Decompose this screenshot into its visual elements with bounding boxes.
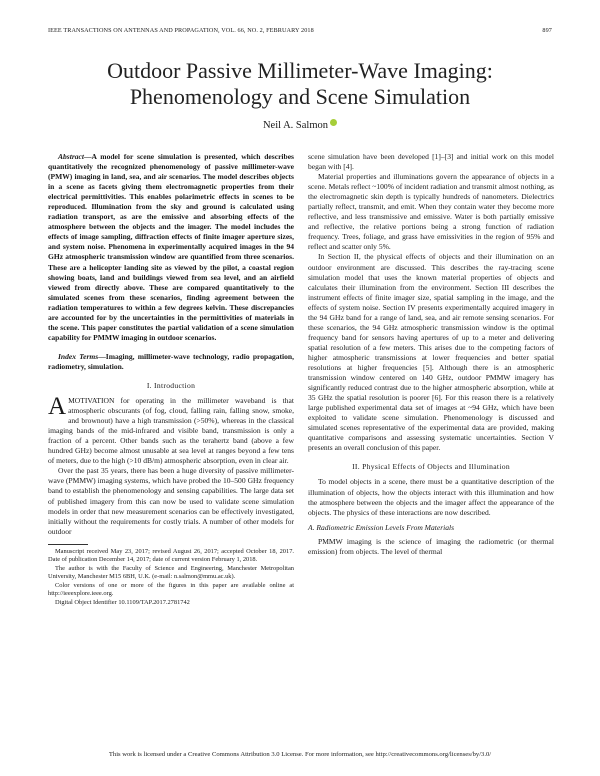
author-line [0,119,600,131]
page-number: 897 [542,27,552,34]
subsection-a-heading: A. Radiometric Emission Levels From Materials [308,522,455,532]
orcid-icon[interactable] [330,119,337,126]
model-paragraph: To model objects in a scene, there must be a quantitative description of the illumination of objects, how the objects interact with this illumination and how the atmosphere between the objects and the imager affect the appearance of the objects. The physics of these interactions are now described. [308,477,554,517]
paper-title [40,58,560,110]
abstract [48,152,294,343]
abstract-text: —A model for scene simulation is presented, which describes quantitatively the recognized phenomenology of passive millimeter-wave (PMW) imaging in land, sea, and air scenarios. The model describes objects in a scene as facets giving them electromagnetic properties from their electrical permittivities. This enables polarimetric effects in scenes to be reproduced. Illumination from the sky and ground is calculated using radiation transport, as are the emissive and absorbing effects of the atmosphere between the objects and the imager. The model includes the effects of image sampling, diffraction effects of finite imager aperture sizes, and system noise. Phenomena in experimentally acquired images in the 94 GHz atmospheric transmission window are quantified from three scenarios. These are a helicopter landing site as viewed by the pilot, a coastal region showing boats, land and buildings viewed from sea level, and an airfield viewed from directly above. These are compared quantitatively to the simulated scenes from these scenarios, finding agreement between the radiation temperatures to within a few degrees kelvin. These discrepancies are accounted for by the uncertainties in the permittivities of materials in the scene. This paper constitutes the partial validation of a scene simulation capability for PMMW imaging in outdoor scenarios. [48,152,294,342]
index-terms [48,352,294,372]
sections-paragraph: In Section II, the physical effects of objects and their illumination on an outdoor environment are discussed. This describes the ray-tracing scene simulation model that uses the known material properties of objects and calculates their illumination from the environment. Section III describes the instrument effects of finite imager size, spatial sampling in the image, and the effects of system noise. Section IV presents experimentally acquired imagery in the 94 GHz band for a range of land, sea, and air remote sensing scenarios. For these scenarios, the 94 GHz atmospheric transmission window is the optimal frequency band for sensors having apertures of up to a meter and delivering spatial resolution of a few meters. This arises due to the competing factors of higher atmospheric transmissions at lower frequencies and better spatial resolutions at higher frequencies [5]. Although there is an atmospheric transmission window centered on 140 GHz, outdoor PMMW imagery has significantly reduced contrast due to the higher atmospheric absorption, while at 35 GHz the spatial resolution is poorer [6]. For this reason there is a relatively large published experimental data set of images at ~94 GHz, which have been exploited to validate scene simulation. Phenomenology is discussed and simulated scenes representative of the experimental data are provided, making quantitative comparisons and assessing systematic uncertainties. Section V presents an overall conclusion of this paper. [308,252,554,453]
journal-header: IEEE TRANSACTIONS ON ANTENNAS AND PROPAGATION, VOL. 66, NO. 2, FEBRUARY 2018 [48,27,314,34]
intro-paragraph-continued: scene simulation have been developed [1]–[3] and initial work on this model began with [4]. [308,152,554,172]
left-column [48,152,294,608]
footnotes [48,548,294,608]
title-line-2: Phenomenology and Scene Simulation [129,84,471,109]
pmmw-paragraph: PMMW imaging is the science of imaging the radiometric (or thermal emission) from objects. The level of thermal [308,536,554,556]
footnote-affiliation: The author is with the Faculty of Science and Engineering, Manchester Metropolitan University, Manchester M15 6BH, U.K. (e-mail: n.salmon@mmu.ac.uk). [48,564,294,581]
footnote-doi: Digital Object Identifier 10.1109/TAP.2017.2781742 [55,598,190,606]
materials-paragraph: Material properties and illuminations govern the appearance of objects in a scene. Metals reflect ~100% of incident radiation and transmit almost nothing, as the electromagnetic skin depth is typically hundreds of nanometers. Dielectrics partially reflect, transmit, and emit. When they contain water they become more reflective, and less transmissive and emissive. Water is both partially emissive and reflective, the relative portions being a strong function of radiation frequency. Trees, foliage, and grass have emissivities in the region of 95% and reflect and scatter only 5%. [308,172,554,252]
section-1-heading: I. Introduction [146,380,196,390]
index-terms-lead: Index Terms [58,351,99,361]
abstract-lead: Abstract [58,152,84,161]
footnote-manuscript: Manuscript received May 23, 2017; revised August 26, 2017; accepted October 18, 2017. Date of publication December 14, 2017; date of current version February 1, 2018. [48,547,294,563]
index-terms-text: —Imaging, millimeter-wave technology, radio propagation, radiometry, simulation. [48,351,294,371]
section-2-heading: II. Physical Effects of Objects and Illumination [352,462,510,472]
intro-paragraph-1-text: MOTIVATION for operating in the millimeter waveband is that atmospheric obscurants (of fog, cloud, falling rain, falling snow, smoke, and brownout) have a high transmission (>50%), whereas in the classical imaging bands of the mid-infrared and visible band, transmission is only a fraction of a percent. Other bands such as the terahertz band (above a few hundred GHz) become almost unusable at sea level at ranges beyond a few tens of meters, due to the high (>10 dB/m) atmospheric absorption, even in clear air. [48,396,294,466]
drop-cap: A [48,393,67,421]
license-footer: This work is licensed under a Creative Commons Attribution 3.0 License. For more information, see http://creativecommons.org/licenses/by/3.0/ [108,751,492,758]
footnote-color: Color versions of one or more of the figures in this paper are available online at http://ieeexplore.ieee.org. [48,581,294,598]
right-column [308,152,554,557]
author-name: Neil A. Salmon [262,120,329,131]
intro-paragraph-2: Over the past 35 years, there has been a huge diversity of passive millimeter-wave (PMMW) imaging systems, which have probed the 10–500 GHz frequency band to establish the phenomenology and sensing capabilities. The large data set of published imagery from this can now be used to validate scene simulation models in order that new measurement scenarios can be effectively investigated, initially without the requirements for costly trials. A number of other models for outdoor [48,466,294,536]
intro-paragraph-1 [48,393,294,466]
title-line-1: Outdoor Passive Millimeter-Wave Imaging: [107,58,493,83]
footnote-divider [48,544,88,545]
running-head [48,27,552,39]
